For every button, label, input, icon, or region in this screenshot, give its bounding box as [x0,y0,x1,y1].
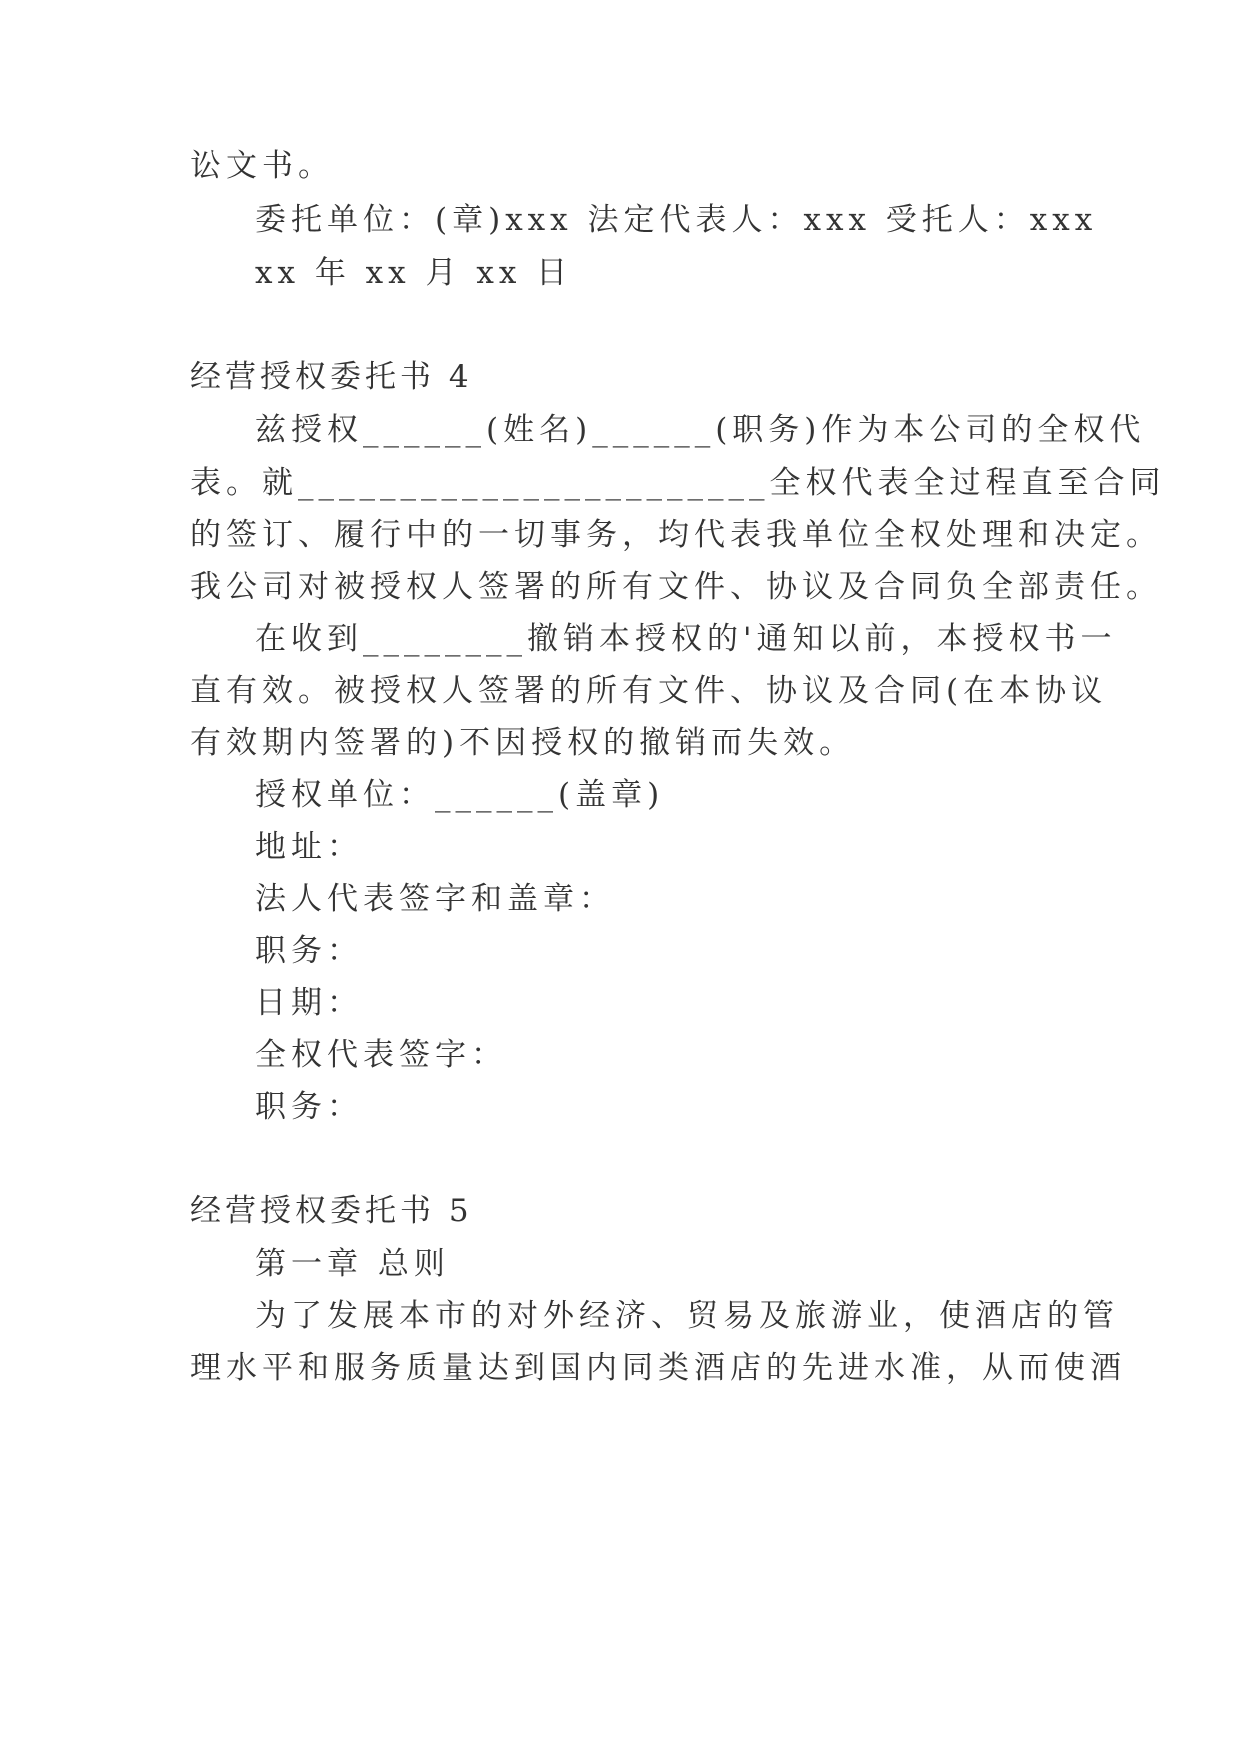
section-title-5: 经营授权委托书 5 [190,1193,473,1229]
body-line: 理水平和服务质量达到国内同类酒店的先进水准，从而使酒 [190,1350,1126,1386]
body-line: 兹授权______(姓名)______(职务)作为本公司的全权代 [255,412,1146,448]
body-line: 直有效。被授权人签署的所有文件、协议及合同(在本协议 [190,673,1108,709]
paragraph-continuation: 讼文书。 [190,148,334,184]
date-line: xx 年 xx 月 xx 日 [255,255,573,291]
form-field-line: 日期： [255,985,363,1021]
form-field-line: 职务： [255,933,363,969]
body-line: 的签订、履行中的一切事务，均代表我单位全权处理和决定。 [190,517,1162,553]
body-line: 我公司对被授权人签署的所有文件、协议及合同负全部责任。 [190,569,1162,605]
body-line: 表。就_______________________全权代表全过程直至合同 [190,465,1166,501]
body-line: 在收到________撤销本授权的'通知以前，本授权书一 [255,621,1117,657]
body-line: 有效期内签署的)不因授权的撤销而失效。 [190,725,856,761]
section-title-4: 经营授权委托书 4 [190,359,473,395]
form-field-line: 法人代表签字和盖章： [255,881,615,917]
form-field-line: 地址： [255,829,363,865]
form-field-line: 授权单位：______(盖章) [255,777,665,813]
form-field-line: 全权代表签字： [255,1037,507,1073]
signature-line: 委托单位：(章)xxx 法定代表人：xxx 受托人：xxx [255,202,1098,238]
body-line: 为了发展本市的对外经济、贸易及旅游业，使酒店的管 [255,1298,1119,1334]
form-field-line: 职务： [255,1089,363,1125]
chapter-heading: 第一章 总则 [255,1246,450,1282]
